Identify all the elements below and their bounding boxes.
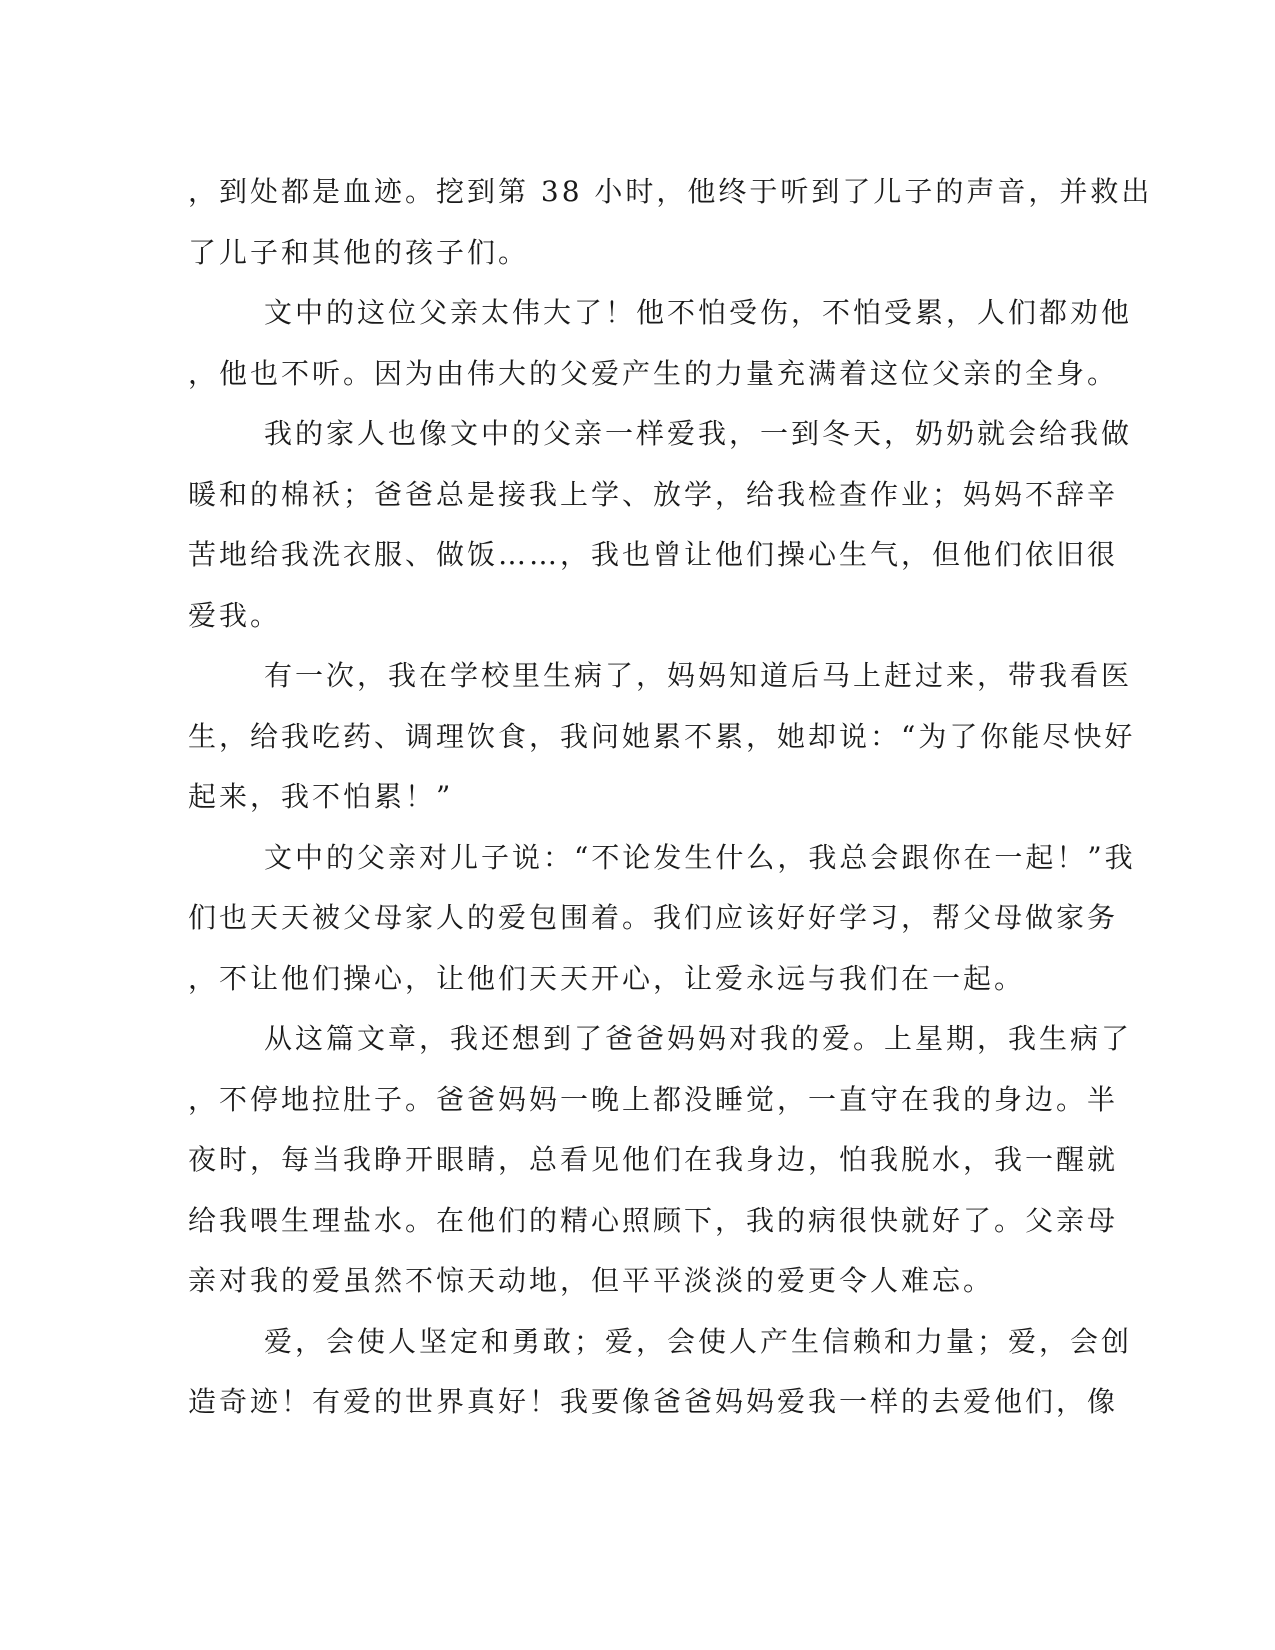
text-line: 苦地给我洗衣服、做饭……，我也曾让他们操心生气，但他们依旧很	[188, 538, 1119, 571]
paragraph-2	[188, 283, 1133, 404]
text-line: 夜时，每当我睁开眼睛，总看见他们在我身边，怕我脱水，我一醒就	[188, 1143, 1119, 1176]
paragraph-4	[188, 646, 1136, 828]
text-line: 爱我。	[188, 598, 282, 632]
text-line: 生，给我吃药、调理饮食，我问她累不累，她却说：“为了你能尽快好	[188, 719, 1136, 753]
text-line: 们也天天被父母家人的爱包围着。我们应该好好学习，帮父母做家务	[188, 901, 1119, 934]
paragraph-6	[188, 1009, 1133, 1312]
paragraph-1	[188, 162, 1153, 283]
text-line: 我的家人也像文中的父亲一样爱我，一到冬天，奶奶就会给我做	[264, 417, 1133, 450]
text-line: 暖和的棉袄；爸爸总是接我上学、放学，给我检查作业；妈妈不辞辛	[188, 477, 1119, 511]
text-line: ，不停地拉肚子。爸爸妈妈一晚上都没睡觉，一直守在我的身边。半	[188, 1082, 1119, 1116]
text-line: 文中的这位父亲太伟大了！他不怕受伤，不怕受累，人们都劝他	[264, 296, 1133, 329]
text-line: 起来，我不怕累！”	[188, 780, 454, 813]
text-line: ，到处都是血迹。挖到第 38 小时，他终于听到了儿子的声音，并救出	[188, 175, 1153, 208]
paragraph-5	[188, 828, 1136, 1010]
text-line: 从这篇文章，我还想到了爸爸妈妈对我的爱。上星期，我生病了	[264, 1022, 1133, 1055]
text-line: ，他也不听。因为由伟大的父爱产生的力量充满着这位父亲的全身。	[188, 356, 1119, 390]
text-line: 亲对我的爱虽然不惊天动地，但平平淡淡的爱更令人难忘。	[188, 1264, 995, 1297]
text-line: 有一次，我在学校里生病了，妈妈知道后马上赶过来，带我看医	[264, 659, 1133, 692]
text-line: 文中的父亲对儿子说：“不论发生什么，我总会跟你在一起！”我	[264, 840, 1136, 874]
text-line: ，不让他们操心，让他们天天开心，让爱永远与我们在一起。	[188, 961, 1026, 995]
paragraph-3	[188, 404, 1133, 646]
text-line: 造奇迹！有爱的世界真好！我要像爸爸妈妈爱我一样的去爱他们，像	[188, 1385, 1119, 1418]
text-line: 给我喂生理盐水。在他们的精心照顾下，我的病很快就好了。父亲母	[188, 1203, 1119, 1237]
text-line: 了儿子和其他的孩子们。	[188, 235, 530, 269]
text-line: 爱，会使人坚定和勇敢；爱，会使人产生信赖和力量；爱，会创	[264, 1324, 1133, 1358]
essay-body	[188, 162, 1153, 1433]
paragraph-7	[188, 1312, 1133, 1433]
